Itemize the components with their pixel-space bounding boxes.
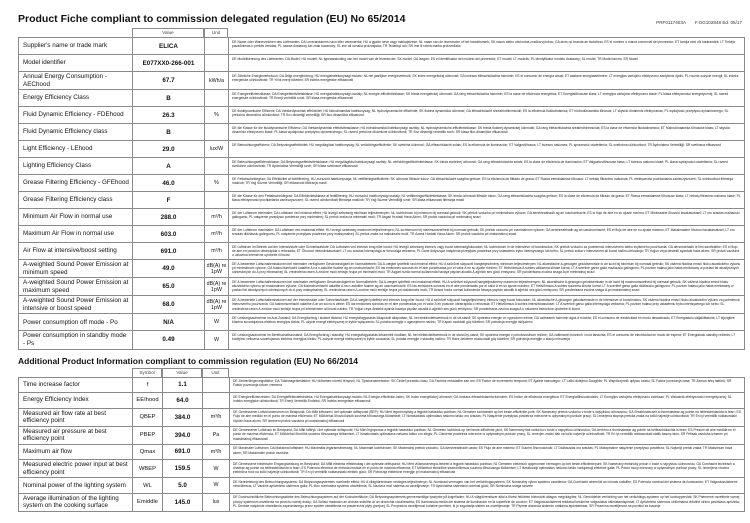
table-row bbox=[19, 107, 745, 124]
param-unit: m³/h bbox=[205, 243, 229, 260]
table-row bbox=[19, 494, 745, 512]
additional-info-title: Additional Product Information compliant to commission regulation (EU) No 66/2014 bbox=[18, 355, 359, 366]
param-label: A-weighted Sound Power Emission at maximum speed bbox=[19, 278, 133, 296]
param-unit: W bbox=[205, 331, 229, 349]
param-unit: Pa bbox=[203, 427, 230, 445]
table2-header-symbol: Symbol bbox=[132, 368, 162, 377]
param-multilingual-description: DE Gemessene elektrische Eingangsleistung im Bestpunkt; DA Målt elektrisk effektindtag i det optimale driftspunkt; HU Mért villamosenergia-felvétel a legjobb hatásfokú pontban; NL Gemeten elektrisch opgenomen vermogen op het beste-efficiëntiepunt; SK Nameraný elektrický príkon v bode s najvyššou účinnosťou; GA Cumhacht leictreach a chaitear ag pointe na héifeachtúlachta is fearr; ES Potencia eléctrica de entrada medida en el punto de máxima eficiencia; ET Mõõdetud elektriline sisendvõimsus suurima tõhususega töötamisel; LT Išmatuotoji optimalaus našumo taško vartojamoji elektrinė galia; PL Pobór mocy mierzony w optymalnym punkcie pracy; SL Izmerjena vhodna električna moč na točki največje učinkovitosti; TR En iyi verimlilik noktasındaki elektrik gücü; SR Potrošnja električne energije pri maksimalnoj efikasnosti bbox=[230, 460, 745, 478]
param-multilingual-description: DE Luftstrom im Betrieb auf der Intensivstufe oder Schnellaufstufe; DA Luftstrøm ved intensiv brug eller boost; HU levegő sebesség intenzív vagy boost sebességfokozaton; NL luchtstroom in de intensieve of boostmodus; SK prietok vzduchu za podmienok intenzívneho alebo zvýšeného používania; GA aersreabhadh le linn saothraithe; ES el flujo de aire en posición ultrarrápida o reforzada; ET Õhuvool intensiivkasutusel; LT oro srautas intensyviąja ar forsuotąja veiksena; PL Dane dotyczące natężenia przepływu powietrza przy ustawieniu trybu intensywnego lub turbo; SL pretok zraka v intenzivnem ali boost načinu delovanja; TR Yoğun veya destekli ayardaki hava akımı; SR protok vazduha u uslovima intenzivne upotrebe ili boost bbox=[229, 243, 745, 260]
param-multilingual-description: DE Durchschnittliche Beleuchtungsstärke des Beleuchtungssystems auf der Kochoberfläche; DA Belysningssystemets gennemsnitlige lysstyrke på kogefladen; HU A világítórendszer által a főzési felületen biztosított átlagos megvilágítás; NL Gemiddelde verlichting van het verlichtings-systeem op het kookoppervlak; SK Priemerné osvetlenie varnej plochy systémom osvetlenia na povrchu varnej dosky; GA Soilsiú meánach an chórais soilsithe ar an dromchla cócaireachta; ES Iluminancia media del sistema de iluminación en la superficie de cocción; ET Valgustussüsteemi tekitatud keskmine valgustatus valmistamispinnal; LT Apšvietimo sistemos užtikrinama vidutinė virimo paviršiaus apšvieta; PL Średnie natężenie oświetlenia zapewnianego przez system oświetlenia na powierzchni płyty grzejnej; SL Povprečna osvetljenost kuhalne površine, ki jo zagotavlja sistem za osvetljevanje; TR Pişirme alanında sistemin ortalama aydınlatması; SR Prosečna osvetljenost na površini za kuvanje bbox=[230, 494, 745, 512]
table-row bbox=[19, 445, 745, 461]
param-multilingual-description: DE Maximaler Luftstrom; DA Maksimal luftstrøm; HU Maximális légáramsebesség; NL Maximale luchtstroom; SK Maximálny prietok vzduchu; GA Aershreabhadh uasta; ES Flujo de aire máximo; ET Suurim õhuvooluhulk; LT Didžiausias oro srautas; PL Maksymalne natężenie przepływu powietrza; SL Največji pretok zraka; TR Maksimum hava akımı; SR Maksimalni protok vazduha bbox=[230, 445, 745, 461]
param-multilingual-description: DE Leistungsaufnahme im Bereitschaftszustand; DA Energiforbrug i standby; HU energiafogyasztás készenléti módban; NL het elektriciteitsverbruik in de stand-by-stand; SK spotreba energie v pohotovostnom režime; GA caitheamh fuinnimh i mód fanachta; ES el consumo de electricidad en modo de espera; ET Energiakulu standby režiimis; LT budėjimo veiksena suvartojamos elektros energijos kiekis; PL zużycie energii elektrycznej w trybie czuwania; SL poraba energije v standby načinu; TR Hazır bekleme modundaki güç tüketimi; SR potrošnja energije u stanju mirovanja bbox=[229, 331, 745, 349]
param-multilingual-description: DE A-bewertete Luftschallemissionen bei minimaler verfügbarer Geschwindigkeit im Normalbetrieb; DA A-vægtet lydeffekt ved minimal effekt; HU A szűrővel súlyozott hangteljesítmény minimum teljesítményen; NL akoestische A-gewogen geluidsemissie in de lucht bij minimum bij normaal gebruik; SK vážená hladina emisií hluku akustického výkonu pri minimálnom výkone; GA fuaimchumhacht ualaithe A na n-astuithe fuaime ag an íoschumhacht; ES las emisiones sonoras en el aire ponderadas por el valor A en su ajuste mínimo; ET Helivõimsus A suhtes väiksema kiiruse korral; LT A svertinė garso galia mažiausiu galingumu; PL poziom hałasu jako hałas emitowany w postaci fal akustycznych odniesionych do A przy minimalnej; SL vrednotena raven A zvočne moči emisije hrupa pri minimalni moči; TR Asgari hızda normal kullanımda havaya yayılan akustik A ağırlıklı ses gücü emisyonu; SR ponderisana zvučna snaga A pri minimalnoj snazi bbox=[229, 260, 745, 278]
param-symbol: QBEP bbox=[133, 409, 163, 427]
table2-header-spacer bbox=[18, 368, 132, 377]
param-value: 1.1 bbox=[163, 378, 203, 394]
param-value: 49.0 bbox=[133, 260, 205, 278]
param-symbol: Qmax bbox=[133, 445, 163, 461]
page-title: Product Fiche compliant to commission delegated regulation (EU) No 65/2014 bbox=[18, 13, 406, 25]
table1-header-unit: Unit bbox=[204, 28, 228, 37]
param-label: Nominal power of the lighting system bbox=[19, 478, 133, 494]
param-value: F bbox=[133, 192, 205, 209]
param-label: Power consumption in standby mode - Ps bbox=[19, 331, 133, 349]
param-unit: % bbox=[205, 107, 229, 124]
param-unit: % bbox=[205, 175, 229, 192]
param-value: 159.5 bbox=[163, 460, 203, 478]
param-label: Fluid Dynamic Efficiency class bbox=[19, 124, 133, 141]
param-unit: m³/h bbox=[203, 409, 230, 427]
param-value: N/A bbox=[133, 314, 205, 331]
param-symbol: WBEP bbox=[133, 460, 163, 478]
param-unit bbox=[203, 393, 230, 409]
table-row bbox=[19, 409, 745, 427]
param-label: Measured air pressure at best efficiency point bbox=[19, 427, 133, 445]
param-multilingual-description: DE fluiddynamische Effizienz; DA Væskedynamisk effektivitet; HU hidrodinamikai hatékonyság; NL hydrodynamische efficiëntie; SK fluidná dynamická účinnosť; GA éifeachtúlacht shreabhdhinimiciúil; ES la eficiencia fluidodinámica; ET hüdrodünaamika tõhusus; LT skysčio dinaminis efektyvumas; PL wydajność przepływu dynamicznego; SL pretočna dinamična učinkovitost; TR Sıvı dinamiği verimliliği; SR fluo-dinamička efikasnost bbox=[229, 107, 745, 124]
param-value: B bbox=[133, 124, 205, 141]
param-label: Measured electric power input at best efficiency point bbox=[19, 460, 133, 478]
param-value: 46.0 bbox=[133, 175, 205, 192]
param-label: Maximum Air Flow in normal use bbox=[19, 226, 133, 243]
param-unit bbox=[205, 90, 229, 107]
param-label: Air Flow at intensive/boost setting bbox=[19, 243, 133, 260]
doc-ref-edition: F.OG102848 Ed. 05/17 bbox=[695, 20, 742, 25]
doc-ref-code: PRF0117403A bbox=[656, 20, 686, 25]
param-multilingual-description: DE Energieeffizienzindex; DA Energieffektivitetsindeks; HU Energiahatékonysági mutató; NL Energie-efficiëntie-index; SK Index energetickej účinnosti; GA Innéacs éifeachtúlachta fuinnimh; ES Índice de eficiencia energética; ET Energiatõhususindeks; LT Energijos vartojimo efektyvumo indeksas; PL Wskaźnik efektywności energetycznej; SL Indeks energijske učinkovitosti; TR Enerji Verimlilik Endeksi; SR Indeks energetske efikasnosti bbox=[230, 393, 745, 409]
param-multilingual-description: DE Modellkennung des Lieferanten; DA Model; HU modell; NL typeaanduiding van het model van de leverancier; SK model; GA leagan; ES el identificador del modelo del proveedor; ET mudel; LT modelis; PL identyfikator modelu dostawcy; SL model; TR Model tanımı; SR Model bbox=[229, 55, 745, 72]
table-row bbox=[19, 378, 745, 394]
param-value: 691.0 bbox=[163, 445, 203, 461]
param-unit: m³/h bbox=[203, 445, 230, 461]
param-symbol: Emiddle bbox=[133, 494, 163, 512]
param-multilingual-description: DE A-bewertete Luftschallemissionen bei maximaler verfügbarer Geschwindigkeit im Normalbetrieb; DA A-vægtet lydeffekt ved maksimal effekt; HU A szűrővel súlyozott hangteljesítmény maximum teljesítményen; NL akoestische A-gewogen geluidsemissie in de lucht bij maximumsnelheid bij normaal gebruik; SK vážená hladina emisií hluku akustického výkonu pri maximálnom výkone; GA fuaimchumhacht ualaithe A na n-astuithe fuaime ag an uaschumhacht; ES las emisiones sonoras en el aire ponderadas por el valor A en su ajuste máximo; ET Helivõimsus A suhtes suurema kiiruse korral; LT A svertinė garso galia didžiausiu galingumu; PL poziom hałasu jako hałas emitowany w postaci fal akustycznych odniesionych do A przy maksymalnej; SL vrednotena raven A zvočne moči emisije hrupa pri maksimalni moči; TR Azami hızda normal kullanımda havaya yayılan akustik A ağırlıklı ses gücü emisyonu; SR ponderisana zvučna snaga A pri maksimalnoj snazi bbox=[229, 278, 745, 296]
param-value: 288.0 bbox=[133, 209, 205, 226]
param-unit: W bbox=[205, 314, 229, 331]
param-symbol: PBEP bbox=[133, 427, 163, 445]
param-unit bbox=[205, 55, 229, 72]
table-row bbox=[19, 478, 745, 494]
param-value: 145.0 bbox=[163, 494, 203, 512]
table-row bbox=[19, 175, 745, 192]
param-multilingual-description: DE Beleuchtungseffizienzklasse; DA Belysningseffektivitetsklasse; HU megvilágítási hatékonysági osztály; NL verlichtingsefficiëntieklasse; SK trieda svetelnej účinnosti; GA rang éifeachtúlachta solais; ES la clase de eficiencia de iluminación; ET Valgustustõhususe klass; LT šviesos našumo klasė; PL klasa wydajności oświetlenia; SL razred svetlobne učinkovitosti; TR Aydınlatma Verimliliği sınıfı; SR klasa svetlosne efikasnosti bbox=[229, 158, 745, 175]
param-value: 64.0 bbox=[163, 393, 203, 409]
param-value: 394.0 bbox=[163, 427, 203, 445]
param-label: Grease Filtering Efficiency - GFEhood bbox=[19, 175, 133, 192]
param-unit bbox=[205, 158, 229, 175]
param-unit: dB(A) re 1pW bbox=[205, 278, 229, 296]
table2-header-desc-spacer bbox=[229, 368, 745, 377]
param-label: Time increase factor bbox=[19, 378, 133, 394]
table-row bbox=[19, 260, 745, 278]
table1-header-value: Value bbox=[132, 28, 204, 37]
table-row bbox=[19, 124, 745, 141]
table2-header-value: Value bbox=[162, 368, 202, 377]
param-multilingual-description: DE die Klasse für den Fettabscheidegrad; DA Effektivitetsklasse af fedtfiltrering; HU zsírszűrő hatékonysági osztály; NL vetfilteringsefficiëntieklasse; SK trieda účinnosti filtrácie tukov; GA rang-éifeachtúlachta scagtha gréisce; ES la clase de eficiencia de filtrado de grasa; ET Rasva eemaldamise tõhususe klass; LT riebalų filtravimo našumo klasė; PL klasa efektywności pochłaniania zanieczyszczeń; SL razred učinkovitosti filtriranja maščob; TR Yağ Süzme Verimliliği sınıfı; SR klasa efikasnosti filtriranja masti bbox=[229, 192, 745, 209]
document-references bbox=[648, 20, 744, 25]
param-multilingual-description: DE der Luftstrom maximaler; DA Luftstrøm ved maksimal effekt; HU levegő sebesség maximum teljesítményen; NL luchtstroom bij maximumsnelheid bij normaal gebruik; SK prietok vzduchu pri maximálnom výkone; GA aershreabhadh ag an uaschumhacht; ES el flujo de aire en su ajuste máximo; ET Maksimaalne õhuvool tavakasutusel; LT oro srautas didžiausiu galingumu; PL natężenie przepływu powietrza przy maksymalnej; SL pretok zraka na maksimalni moči; TR Azami Hızdaki Hava Akımı; SR protok vazduha pri maksimalnoj snazi bbox=[229, 226, 745, 243]
param-value: 0.49 bbox=[133, 331, 205, 349]
param-unit bbox=[205, 124, 229, 141]
param-multilingual-description: DE die Klasse für die fluiddynamische Effizienz; DA Væskedynamisk effektivitetsklasse; HU hidrodinamikai hatékonysági osztály; NL hydrodynamische-efficiëntieklasse; SK trieda fluidnej dynamickej účinnosti; GA rang éifeachtúlachta sreabhdhinimiciúla; ES la clase de eficiencia fluidodinámica; ET hüdrodünaamika tõhususe klass; LT skysčio dinaminio efektyvumo klasė; PL klasa wydajności przepływu dynamicznego; SL razred pretočne dinamične učinkovitosti; TR Sıvı dinamiği verimlilik sınıfı; SR klasa fluo-dinamičke efikasnosti bbox=[229, 124, 745, 141]
table-row bbox=[19, 90, 745, 107]
table-row bbox=[19, 141, 745, 158]
param-value: 65.0 bbox=[133, 278, 205, 296]
table-row bbox=[19, 192, 745, 209]
param-unit: lux/W bbox=[205, 141, 229, 158]
param-value: 384.0 bbox=[163, 409, 203, 427]
param-symbol: WL bbox=[133, 478, 163, 494]
table2-header-unit: Unit bbox=[202, 368, 229, 377]
param-label: Annual Energy Consumption - AEChood bbox=[19, 72, 133, 90]
param-label: A-weighted Sound Power Emission at minimum speed bbox=[19, 260, 133, 278]
param-value: 67.7 bbox=[133, 72, 205, 90]
param-multilingual-description: DE Gemessener Luftdruck im Bestpunkt; DA Målt lufttryk i det optimale driftspunkt; HU Mért légnyomás a legjobb hatásfokú pontban; NL Gemeten luchtdruk op het beste-efficiëntie-punt; SK Nameraný tlak vzduchu v bode s najvyššou účinnosťou; GA Aerbhrú a thomhaistear ag pointe na héifeachtúlachta is fearr; ES Presión de aire medida en el punto de máxima eficiencia; ET Mõõdetud õhurõhk suurima tõhususega töötamisel; LT Išmatuotasis optimalaus našumo taško oro slėgis; PL Ciśnienie powietrza mierzone w optymalnym punkcie pracy; SL Izmerjen zračni tlak na točki največje učinkovitosti; TR En iyi verimlilik noktasındaki statik basınç farkı; SR Pritisak vazduha izmeren pri maksimalnoj efikasnosti bbox=[230, 427, 745, 445]
param-label: Grease Filtering Efficiency class bbox=[19, 192, 133, 209]
param-value: 29.0 bbox=[133, 141, 205, 158]
table1-header-row bbox=[18, 28, 745, 37]
param-value: A bbox=[133, 158, 205, 175]
param-value: 26.3 bbox=[133, 107, 205, 124]
param-multilingual-description: DE Energieeffizienzklasse; DA Energieffektivitetsklasse; HU energiahatékonysági osztály; NL energie-efficiëntieklasse; SK trieda energetickej účinnosti; GA rang éifeachtúlachta fuinnimh; ES la clase de eficiencia energética; ET Energiatõhususe klass; LT energijos vartojimo efektyvumo klasė; PL klasa efektywności energetycznej; SL razred energetske učinkovitosti; TR Enerji verimlilik sınıfı; SR klasa energetske efikasnosti bbox=[229, 90, 745, 107]
param-label: Light Efficiency - LEhood bbox=[19, 141, 133, 158]
table-row bbox=[19, 331, 745, 349]
param-value: 691.0 bbox=[133, 243, 205, 260]
param-label: Supplier's name or trade mark bbox=[19, 38, 133, 55]
table-row bbox=[19, 296, 745, 314]
table-row bbox=[19, 460, 745, 478]
param-label: Fluid Dynamic Efficiency - FDEhood bbox=[19, 107, 133, 124]
table-row bbox=[19, 72, 745, 90]
fiche-table-65-2014 bbox=[18, 28, 745, 350]
param-multilingual-description: DE Name oder Warenzeichen des Lieferanten; DA Leverandørens navn eller varemærke; HU a gyártó neve vagy márkajelzése; NL naam van de leverancier of het handelsmerk; SK názov alebo obchodná značka výrobcu; GA ainm nó branda an tsoláthraí; ES el nombre o marca comercial del proveedor; ET tarnija nimi või kaubamärk; LT Tiekėjo pavadinimas ir prekės ženklas; PL nazwa dostawcy lub znak towarowy; SL ime ali oznaka proizvajalca; TR Tedarikçi adı; SR ime ili robna marka proizvođača bbox=[229, 38, 745, 55]
table2-header-row bbox=[18, 368, 745, 377]
param-label: Energy Efficiency Index bbox=[19, 393, 133, 409]
param-label: Power consumption off mode - Po bbox=[19, 314, 133, 331]
param-unit bbox=[205, 38, 229, 55]
table-row bbox=[19, 38, 745, 55]
param-multilingual-description: DE Jährliche Energieverbrauch; DA Årligt energiforbrug; HU energiahatékonysági mutató; NL het jaarlijkse energieverbruik; SK index energetickej účinnosti; GA innéacs éifeachtúlachta fuinnimh; ES el consumo de energía anual; ET aastane energiatarbimine; LT energijos vartojimo efektyvumo santykinis dydis; PL roczne zużycie energii; SL indeks energetske učinkovitosti; TR Yıllık enerji tüketimi; SR indeks energetske efikasnosti bbox=[229, 72, 745, 90]
param-value: ELICA bbox=[133, 38, 205, 55]
param-value: 5.0 bbox=[163, 478, 203, 494]
param-label: Average illumination of the lighting system on the cooking surface bbox=[19, 494, 133, 512]
param-unit: dB(A) re 1pW bbox=[205, 260, 229, 278]
param-label: Energy Efficiency Class bbox=[19, 90, 133, 107]
param-value: 603.0 bbox=[133, 226, 205, 243]
table-row bbox=[19, 55, 745, 72]
title-bar bbox=[18, 13, 744, 25]
table-row bbox=[19, 314, 745, 331]
param-value: B bbox=[133, 90, 205, 107]
table1-body bbox=[18, 37, 745, 350]
table-row bbox=[19, 243, 745, 260]
param-unit: m³/h bbox=[205, 226, 229, 243]
param-value: 68.0 bbox=[133, 296, 205, 314]
param-unit: W bbox=[203, 478, 230, 494]
param-unit: m³/h bbox=[205, 209, 229, 226]
param-unit bbox=[203, 378, 230, 394]
param-multilingual-description: DE A-bewertete Luftschallemissionen auf der Intensivstufe oder Schnellaufstufe; DA A-vægtet lydeffekt ved intensiv brug eller boost; HU A szűrővel súlyozott hangteljesítmény intenzív vagy boost fokozaton; NL akoestische A-gewogen geluidsemissie in de intensieve of boostmodus; SK vážená hladina emisií hluku akustického výkonu za podmienok intenzívneho používania; GA fuaimchumhacht ualaithe A ar an socrú is déine; ES las emisiones sonoras en el aire ponderadas por el valor A en posición ultrarrápida o reforzada; ET Helivõimsus A suhtes intensiivkasutusel; LT A svertinė garso galia intensyviąja veiksena; PL poziom hałasu przy ustawieniu trybu intensywnego lub turbo; SL vrednotena raven A zvočne moči emisije hrupa pri intenzivnem ali boost načinu; TR Yoğun veya destekli ayarda havaya yayılan akustik A ağırlıklı ses gücü emisyonu; SR ponderisana zvučna snaga A u uslovima intenzivne upotrebe ili boost bbox=[229, 296, 745, 314]
param-unit: dB(A) re 1pW bbox=[205, 296, 229, 314]
param-multilingual-description: DE Nennleistung des Beleuchtungssystems; DA Belysningssystemets nominelle effekt; HU A világítórendszer névleges teljesítménye; NL Nominaal vermogen van het verlichtingssysteem; SK Nominálny výkon systému osvetlenia; GA Cumhacht ainmniúil an chórais soilsithe; ES Potencia nominal del sistema de iluminación; ET Valgustussüsteemi nimivõimsus; LT Vardinė apšvietimo sistemos galia; PL Moc nominalna systemu oświetlenia; SL Nazivna moč sistema za osvetljevanje; TR Aydınlatma sisteminin nominal gücü; SR Nominalna snaga rasvete bbox=[230, 478, 745, 494]
table-row bbox=[19, 278, 745, 296]
fiche-table-66-2014 bbox=[18, 368, 745, 512]
table1-header-desc-spacer bbox=[228, 28, 745, 37]
param-multilingual-description: DE Fettabscheidegrad; DA Effektivitet af fedtfiltrering; HU zsírszűrő hatékonysága; NL vetfilteringsefficiëntie; SK účinnosť filtrácie tukov; GA éifeachtúlacht scagtha gréisce; ES la eficiencia de filtrado de grasa; ET Rasva eemaldamise tõhusus; LT riebalų filtravimo našumas; PL efektywność pochłaniania zanieczyszczeń; SL učinkovitost filtriranja maščob; TR Yağ Süzme Verimliliği; SR efikasnost filtriranja masti bbox=[229, 175, 745, 192]
param-unit: lux bbox=[203, 494, 230, 512]
param-unit: W bbox=[203, 460, 230, 478]
table-row bbox=[19, 209, 745, 226]
param-value: E077XX0-266-001 bbox=[133, 55, 205, 72]
table2-body bbox=[18, 377, 745, 512]
param-label: Lighting Efficiency Class bbox=[19, 158, 133, 175]
table-row bbox=[19, 226, 745, 243]
param-label: Maximum air flow bbox=[19, 445, 133, 461]
param-multilingual-description: DE der Luftstrom minimaler; DA Luftstrøm ved minimal effekt; HU levegő sebesség minimum teljesítményen; NL luchtstroom bij minimum bij normaal gebruik; SK prietok vzduchu pri minimálnom výkone; GA aershreabhadh ag an íoschumhacht; ES el flujo de aire en su ajuste mínimo; ET Minimaalne õhuvool tavakasutusel; LT oro srautas mažiausiu galingumu; PL natężenie przepływu powietrza przy minimalnej; SL pretok zraka na minimalni moči; TR Asgari Hızdaki Hava Akımı; SR protok vazduha pri minimalnoj snazi bbox=[229, 209, 745, 226]
param-unit: kWh/a bbox=[205, 72, 229, 90]
param-multilingual-description: DE Leistungsaufnahme im Aus-Zustand; DA Energiforbrug i slukket tilstand; HU energiafogyasztás kikapcsolt állapotban; NL het elektriciteitsverbruik in de uit-stand; SK spotreba energie vo vypnutom režime; GA caitheamh fuinnimh agus á múchta; ES el consumo de electricidad en modo desactivado; ET Energiakulu väljalülitatuna; LT išjungties būsena suvartojamos elektros energijos kiekis; PL użycie energii elektrycznej w trybie wyłączenia; SL poraba energije v ugasnjenem načinu; TR Kapalı moddaki güç tüketimi; SR potrošnja energije isključeno bbox=[229, 314, 745, 331]
table-row bbox=[19, 158, 745, 175]
param-multilingual-description: DE Gemessener Luftvolumenstrom im Bestpunkt; DA Målt luftstrøm i det optimale driftspunkt (BEP); HU Mért légmennyiség a legjobb hatásfokú pontban; NL Gemeten luchtdebiet op het beste-efficiëntie-punt; SK Nameraný prietok vzduchu v bode s najvyššou účinnosťou; GA Sreabhráta aeir a thomhaistear ag pointe na héifeachtúlachta is fearr; ES Flujo de aire medido en el punto de máxima eficiencia; ET Mõõdetud õhuvooluhulk suurima tõhususega töötamisel; LT Išmatuotasis optimalaus našumo taško oro srautas; PL Natężenie przepływu powietrza mierzone w optymalnym punkcie pracy; SL Izmerjena stopnja pretoka zraka na točki največje učinkovitosti; TR En iyi verimlilik noktasındaki ölçülen hava akımı; SR Izmereni protok vazduha pri maksimalnoj efikasnosti bbox=[230, 409, 745, 427]
param-label: A-weighted Sound Power Emission at intensive or boost speed bbox=[19, 296, 133, 314]
table-row bbox=[19, 427, 745, 445]
param-multilingual-description: DE Beleuchtungseffizienz; DA Belysningseffektivitet; HU megvilágítási hatékonyság; NL verlichtingsefficiëntie; SK svetelná účinnosť; GA éifeachtúlacht solais; ES la eficiencia de iluminación; ET Valgustõhusus; LT šviesos našumas; PL sprawność oświetlenia; SL svetlobna učinkovitost; TR Aydınlatma Verimliliği; SR svetlosna efikasnost bbox=[229, 141, 745, 158]
param-symbol: f bbox=[133, 378, 163, 394]
param-unit bbox=[205, 192, 229, 209]
param-label: Model identifier bbox=[19, 55, 133, 72]
param-multilingual-description: DE Zeitverlängerungsfaktor; DA Tidsforøgelsesfaktor; HU Időtartam növelő tényező; NL Tijdstoenamefactor; SK Činiteľ prírastku času; GA Fachtóir méadaithe san am; ES Factor de incremento temporal; ET Ajaline kasvutegur; LT Laiko didėjimo Daugiklis; PL Współczynnik upływu czasu; SL Faktor povečanja časa; TR Zaman artış faktörü; SR Faktor povećanja tokom vremena bbox=[230, 378, 745, 394]
table1-header-spacer bbox=[18, 28, 132, 37]
table-row bbox=[19, 393, 745, 409]
param-label: Measured air flow rate at best efficiency point bbox=[19, 409, 133, 427]
param-label: Minimum Air Flow in normal use bbox=[19, 209, 133, 226]
param-symbol: EEIhood bbox=[133, 393, 163, 409]
